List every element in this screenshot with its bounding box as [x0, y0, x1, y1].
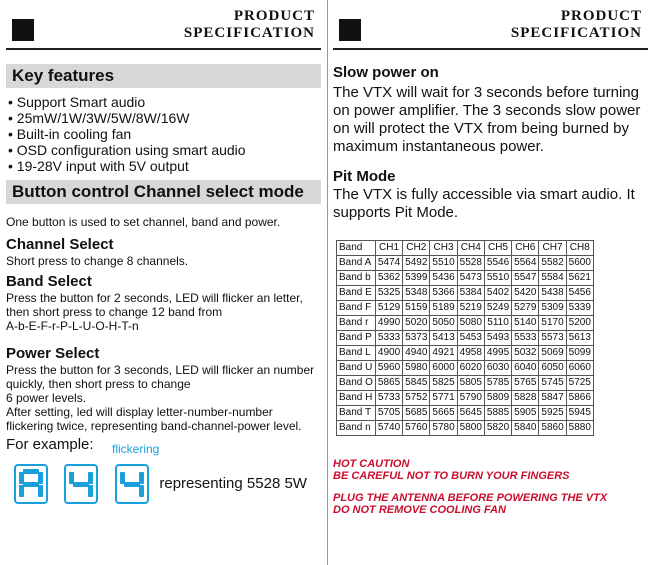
spec-title: PRODUCT SPECIFICATION: [183, 8, 315, 41]
spec-title: PRODUCT SPECIFICATION: [510, 8, 642, 41]
table-cell: 5621: [566, 271, 593, 286]
table-cell: 5339: [566, 301, 593, 316]
table-row: [337, 406, 594, 421]
table-cell: 4940: [403, 346, 430, 361]
table-cell: 5528: [457, 256, 484, 271]
list-item: • OSD configuration using smart audio: [8, 142, 321, 158]
table-cell: Band b: [337, 271, 376, 286]
table-header-cell: CH3: [430, 241, 457, 256]
table-cell: 5547: [512, 271, 539, 286]
table-cell: 5905: [512, 406, 539, 421]
table-cell: 5200: [566, 316, 593, 331]
table-cell: 5333: [375, 331, 402, 346]
led-digit-4-icon: [115, 464, 149, 504]
table-cell: 5140: [512, 316, 539, 331]
table-cell: 4990: [375, 316, 402, 331]
band-sequence: A-b-E-F-r-P-L-U-O-H-T-n: [6, 319, 139, 333]
table-header-cell: CH4: [457, 241, 484, 256]
table-cell: 5790: [457, 391, 484, 406]
table-cell: 5510: [484, 271, 511, 286]
table-cell: 5510: [430, 256, 457, 271]
table-cell: 5420: [512, 286, 539, 301]
pit-mode-heading: Pit Mode: [333, 168, 396, 185]
table-cell: 5760: [403, 421, 430, 436]
power-display-text: After setting, led will display letter-number-number flickering twice, representing band-channel-power level.: [6, 405, 302, 433]
slow-power-text: The VTX will wait for 3 seconds before turning on power amplifier. The 3 seconds slow power on will protect the VTX from being burned by maximum instantaneous power.: [333, 84, 641, 155]
power-select-heading: Power Select: [6, 345, 100, 362]
black-square-icon: [339, 19, 361, 41]
table-cell: 5780: [430, 421, 457, 436]
table-row: [337, 376, 594, 391]
table-cell: 4995: [484, 346, 511, 361]
example-label: For example:: [6, 436, 94, 453]
table-cell: 6030: [484, 361, 511, 376]
table-row: [337, 331, 594, 346]
table-cell: 5809: [484, 391, 511, 406]
table-cell: 5645: [457, 406, 484, 421]
table-cell: 5279: [512, 301, 539, 316]
table-cell: 5600: [566, 256, 593, 271]
table-cell: 5880: [566, 421, 593, 436]
table-header-cell: CH2: [403, 241, 430, 256]
table-row: [337, 421, 594, 436]
table-cell: 5413: [430, 331, 457, 346]
list-item: • 19-28V input with 5V output: [8, 158, 321, 174]
table-cell: 5533: [512, 331, 539, 346]
table-cell: 5129: [375, 301, 402, 316]
channel-select-heading: Channel Select: [6, 236, 114, 253]
table-cell: 5438: [539, 286, 566, 301]
table-cell: 5110: [484, 316, 511, 331]
pit-mode-text: The VTX is fully accessible via smart audio. It supports Pit Mode.: [333, 186, 635, 221]
table-cell: 5170: [539, 316, 566, 331]
table-cell: 5309: [539, 301, 566, 316]
table-header-cell: CH5: [484, 241, 511, 256]
table-cell: 5860: [539, 421, 566, 436]
list-item: • Built-in cooling fan: [8, 126, 321, 142]
right-column: [331, 0, 650, 565]
table-cell: Band P: [337, 331, 376, 346]
table-cell: 5366: [430, 286, 457, 301]
table-cell: 5705: [375, 406, 402, 421]
table-cell: 5050: [430, 316, 457, 331]
table-cell: 6060: [566, 361, 593, 376]
table-cell: 5847: [539, 391, 566, 406]
table-header-row: [337, 241, 594, 256]
table-row: [337, 316, 594, 331]
table-cell: 5752: [403, 391, 430, 406]
column-divider: [327, 0, 328, 565]
led-display-example: [14, 464, 321, 504]
table-cell: 5189: [430, 301, 457, 316]
table-cell: 5493: [484, 331, 511, 346]
table-cell: 5582: [539, 256, 566, 271]
table-cell: Band F: [337, 301, 376, 316]
table-cell: 5348: [403, 286, 430, 301]
led-digit-4-icon: [64, 464, 98, 504]
table-cell: 5925: [539, 406, 566, 421]
table-cell: 5362: [375, 271, 402, 286]
table-cell: 5685: [403, 406, 430, 421]
key-features-title: Key features: [6, 64, 321, 88]
warnings: [333, 458, 648, 516]
table-cell: Band H: [337, 391, 376, 406]
table-cell: 5800: [457, 421, 484, 436]
table-cell: 5159: [403, 301, 430, 316]
table-cell: 5584: [539, 271, 566, 286]
burn-warning: BE CAREFUL NOT TO BURN YOUR FINGERS: [333, 470, 570, 482]
example-caption: representing 5528 5W: [159, 475, 307, 492]
table-cell: 5825: [430, 376, 457, 391]
black-square-icon: [12, 19, 34, 41]
table-cell: 5402: [484, 286, 511, 301]
table-cell: 5725: [566, 376, 593, 391]
table-cell: 5665: [430, 406, 457, 421]
table-cell: 5945: [566, 406, 593, 421]
table-row: [337, 286, 594, 301]
table-row: [337, 271, 594, 286]
table-cell: 5820: [484, 421, 511, 436]
list-item: • 25mW/1W/3W/5W/8W/16W: [8, 110, 321, 126]
table-cell: 5733: [375, 391, 402, 406]
table-cell: 5865: [375, 376, 402, 391]
table-cell: 5613: [566, 331, 593, 346]
table-cell: 5436: [430, 271, 457, 286]
table-header-cell: CH6: [512, 241, 539, 256]
table-cell: 5960: [375, 361, 402, 376]
table-row: [337, 346, 594, 361]
channel-table: [336, 240, 594, 436]
power-levels-text: 6 power levels.: [6, 391, 87, 405]
table-cell: 5249: [484, 301, 511, 316]
table-cell: 5384: [457, 286, 484, 301]
table-cell: 5828: [512, 391, 539, 406]
table-cell: 5032: [512, 346, 539, 361]
band-select-heading: Band Select: [6, 273, 92, 290]
table-cell: 5573: [539, 331, 566, 346]
power-select-text: Press the button for 3 seconds, LED will flicker an number quickly, then short press to change: [6, 363, 315, 391]
table-cell: 5492: [403, 256, 430, 271]
table-cell: 5099: [566, 346, 593, 361]
table-cell: 5473: [457, 271, 484, 286]
spec-header-left: [6, 0, 321, 50]
cooling-fan-warning: DO NOT REMOVE COOLING FAN: [333, 504, 506, 516]
led-digit-a-icon: [14, 464, 48, 504]
table-cell: 5840: [512, 421, 539, 436]
table-cell: Band L: [337, 346, 376, 361]
table-cell: 5325: [375, 286, 402, 301]
spec-header-right: [333, 0, 648, 50]
table-cell: Band n: [337, 421, 376, 436]
table-header-cell: CH1: [375, 241, 402, 256]
flickering-label: flickering: [112, 442, 160, 456]
table-cell: 5069: [539, 346, 566, 361]
band-select-text: Press the button for 2 seconds, LED will flicker an letter, then short press to change 12 band from: [6, 291, 303, 319]
table-cell: 5020: [403, 316, 430, 331]
table-header-cell: CH7: [539, 241, 566, 256]
table-cell: 5546: [484, 256, 511, 271]
table-cell: 6050: [539, 361, 566, 376]
antenna-warning: PLUG THE ANTENNA BEFORE POWERING THE VTX: [333, 492, 608, 504]
table-row: [337, 361, 594, 376]
list-item: • Support Smart audio: [8, 94, 321, 110]
table-cell: 5765: [512, 376, 539, 391]
example-row: [6, 436, 321, 454]
table-cell: 4958: [457, 346, 484, 361]
table-cell: Band T: [337, 406, 376, 421]
table-cell: Band E: [337, 286, 376, 301]
button-control-title: Button control Channel select mode: [6, 180, 321, 204]
table-cell: 6020: [457, 361, 484, 376]
table-cell: 5785: [484, 376, 511, 391]
table-cell: 5219: [457, 301, 484, 316]
table-cell: 5456: [566, 286, 593, 301]
table-cell: 5980: [403, 361, 430, 376]
table-cell: 5474: [375, 256, 402, 271]
table-row: [337, 391, 594, 406]
table-header-cell: Band: [337, 241, 376, 256]
table-header-cell: CH8: [566, 241, 593, 256]
table-cell: 5740: [375, 421, 402, 436]
key-features-list: [6, 94, 321, 174]
table-cell: 5805: [457, 376, 484, 391]
table-cell: 6000: [430, 361, 457, 376]
table-cell: 4900: [375, 346, 402, 361]
table-cell: 5866: [566, 391, 593, 406]
table-cell: Band A: [337, 256, 376, 271]
button-intro: One button is used to set channel, band and power.: [6, 215, 281, 229]
table-cell: 5771: [430, 391, 457, 406]
table-cell: 5745: [539, 376, 566, 391]
table-cell: Band U: [337, 361, 376, 376]
table-cell: Band O: [337, 376, 376, 391]
table-cell: 5453: [457, 331, 484, 346]
table-cell: 6040: [512, 361, 539, 376]
table-cell: 5080: [457, 316, 484, 331]
table-cell: 5564: [512, 256, 539, 271]
table-row: [337, 256, 594, 271]
table-cell: 5845: [403, 376, 430, 391]
table-cell: 5373: [403, 331, 430, 346]
hot-caution-warning: HOT CAUTION: [333, 458, 410, 470]
slow-power-heading: Slow power on: [333, 64, 439, 81]
table-row: [337, 301, 594, 316]
channel-select-text: Short press to change 8 channels.: [6, 254, 189, 268]
table-cell: 4921: [430, 346, 457, 361]
table-cell: 5885: [484, 406, 511, 421]
table-cell: Band r: [337, 316, 376, 331]
table-cell: 5399: [403, 271, 430, 286]
